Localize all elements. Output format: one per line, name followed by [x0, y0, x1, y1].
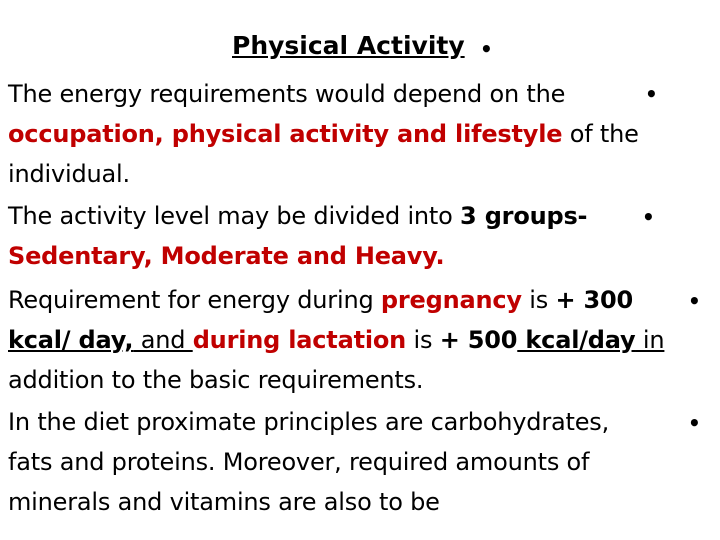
text-line: [8, 364, 423, 396]
text-run: In the diet proximate principles are carbohydrates,: [8, 408, 610, 436]
highlight-text: Sedentary, Moderate and Heavy.: [8, 242, 445, 270]
text-run: addition to the basic requirements.: [8, 366, 424, 394]
highlight-text: occupation, physical activity and lifestyle: [8, 120, 563, 148]
highlight-text: pregnancy: [380, 286, 522, 314]
text-line: [8, 118, 639, 150]
text-run: of the: [562, 120, 639, 148]
slide-title: [232, 30, 465, 62]
text-run: in: [635, 326, 665, 354]
text-line: [8, 200, 587, 232]
bold-text: 3 groups-: [460, 202, 588, 230]
text-run: is: [406, 326, 440, 354]
text-line: [8, 324, 664, 356]
text-run: individual.: [8, 160, 130, 188]
bullet-icon: •: [642, 205, 655, 229]
bold-text: kcal/ day,: [8, 326, 134, 354]
bullet-icon: •: [688, 411, 701, 435]
text-line: [8, 406, 609, 438]
text-line: [8, 284, 633, 316]
text-line: [8, 158, 130, 190]
text-run: The energy requirements would depend on the: [8, 80, 566, 108]
text-line: [8, 240, 444, 272]
text-run: The activity level may be divided into: [8, 202, 461, 230]
text-run: is: [521, 286, 556, 314]
text-line: [8, 486, 440, 518]
slide-title-text: Physical Activity: [232, 31, 465, 60]
highlight-text: during lactation: [192, 326, 407, 354]
bullet-icon: •: [645, 82, 658, 106]
text-line: [8, 446, 589, 478]
bullet-icon: •: [480, 37, 493, 61]
bullet-icon: •: [688, 289, 701, 313]
text-line: [8, 78, 565, 110]
text-run: minerals and vitamins are also to be: [8, 488, 440, 516]
bold-text: kcal/day: [517, 326, 636, 354]
text-run: Requirement for energy during: [8, 286, 381, 314]
text-run: and: [133, 326, 193, 354]
bold-text: + 300: [555, 286, 634, 314]
text-run: fats and proteins. Moreover, required amounts of: [8, 448, 590, 476]
bold-text: + 500: [439, 326, 518, 354]
